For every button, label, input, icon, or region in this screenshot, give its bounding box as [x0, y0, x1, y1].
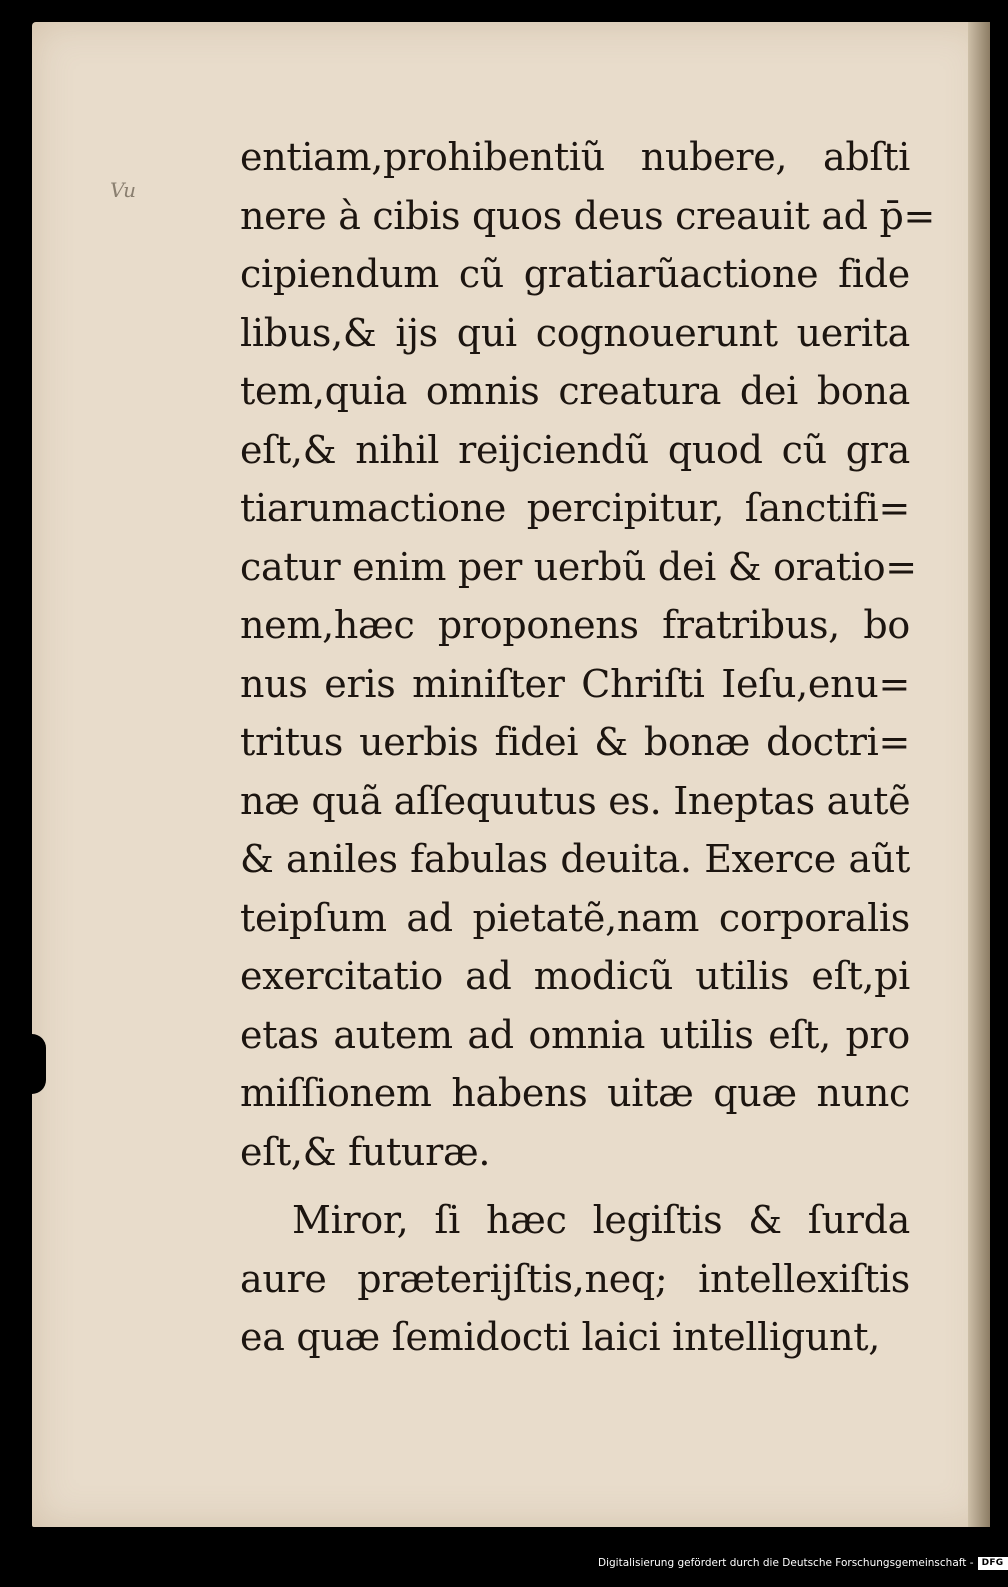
text-line: eſt,& nihil reijciendũ quod cũ gra — [240, 427, 910, 472]
dfg-logo: DFG — [978, 1557, 1008, 1570]
text-line: libus,& ijs qui cognouerunt uerita — [240, 310, 910, 355]
text-line: eſt,& futuræ. — [240, 1129, 491, 1174]
text-line: næ quã aſſequutus es. Ineptas autẽ — [240, 778, 911, 823]
text-line: exercitatio ad modicũ utilis eſt,pi — [240, 954, 910, 998]
text-line: aure præterijſtis,neq; intellexiſtis — [240, 1256, 910, 1301]
text-line: tiarumactione percipitur, ſanctifi= — [240, 486, 910, 530]
text-line: cipiendum cũ gratiarũactione fide — [240, 252, 910, 296]
page-text — [240, 128, 936, 1367]
text-line: catur enim per uerbũ dei & oratio= — [240, 544, 917, 589]
digitization-credit — [598, 1552, 1008, 1574]
text-line: entiam,prohibentiũ nubere, abſti — [240, 135, 910, 179]
paragraph-start-line: Miror, ſi hæc legiſtis & ſurda — [292, 1198, 910, 1242]
text-line: & aniles fabulas deuita. Exerce aũt — [240, 837, 910, 881]
text-line: tritus uerbis fidei & bonæ doctri= — [240, 720, 910, 764]
text-line: nus eris miniſter Chriſti Ieſu,enu= — [240, 661, 910, 706]
text-line: miſſionem habens uitæ quæ nunc — [240, 1071, 910, 1115]
text-line: nere à cibis quos deus creauit ad p̄= — [240, 193, 936, 238]
text-line: nem,hæc proponens fratribus, bo — [240, 603, 910, 647]
funding-credit-text: Digitalisierung gefördert durch die Deutsche Forschungsgemeinschaft - — [598, 1557, 974, 1569]
text-line: teipſum ad pietatẽ,nam corporalis — [240, 895, 910, 940]
text-line: etas autem ad omnia utilis eſt, pro — [240, 1012, 910, 1057]
handwritten-margin-note: Vu — [110, 178, 137, 202]
text-line: tem,quia omnis creatura dei bona — [240, 369, 910, 413]
page-edge — [968, 22, 990, 1527]
text-line: ea quæ ſemidocti laici intelligunt, — [240, 1315, 880, 1359]
